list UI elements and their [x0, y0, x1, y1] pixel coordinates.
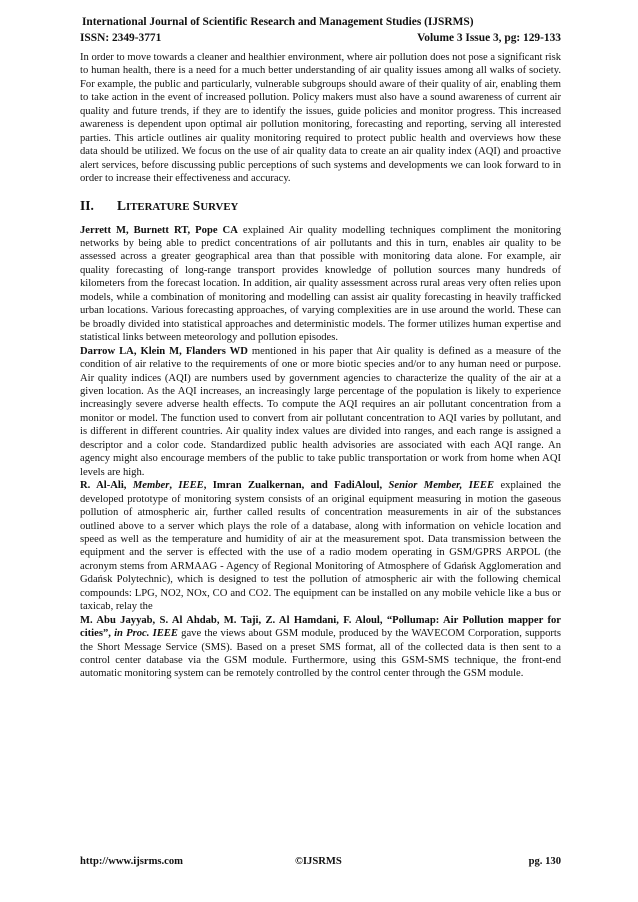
authors-4: M. Abu Jayyab, S. Al Ahdab, M. Taji, Z. Al Hamdani, F. Aloul, “Pollumap: Air Pollution mapper for cities”,: [80, 614, 561, 640]
review-text-1: explained Air quality modelling techniques compliment the monitoring networks by being able to predict concentrations of air pollutants and this in turn, enables air quality to be assessed across a greater geographical area than that possible with monitoring data alone. For example, air quality forecasting of long-range transport provides knowledge of pollution sources many hundreds of kilometers from the forecast location. In addition, air quality assessment across rural areas very often relies upon models, while a combination of monitoring and modelling can assist air quality forecasting in heavily trafficked urban locations. Various forecasting approaches, of varying complexities are in use around the world. These can be broadly divided into statistical approaches and deterministic models. The former utilizes human expertise and statistical links between meteorology and pollution episodes.: [80, 224, 561, 344]
authors-3d: IEEE: [178, 480, 204, 492]
review-paragraph-4: [80, 614, 561, 681]
review-text-2: mentioned in his paper that Air quality is defined as a measure of the condition of air relative to the requirements of one or more biotic species and/or to any human need or purpose. Air quality indices (AQI) are numbers used by government agencies to characterize the quality of the air at a given location. As the AQI increases, an increasingly large percentage of the population is likely to experience increasingly severe adverse health effects. To compute the AQI requires an air pollutant concentration from a monitor or model. The function used to convert from air pollutant concentration to AQI varies by pollutant, and is different in different countries. Air quality index values are divided into ranges, and each range is assigned a descriptor and a color code. Standardized public health advisories are associated with each AQI range. An agency might also encourage members of the public to take public transportation or work from home when AQI levels are high.: [80, 345, 561, 478]
footer-page-number: pg. 130: [528, 856, 561, 867]
review-text-3: explained the developed prototype of monitoring system consists of an original equipment measuring in motion the gaseous pollution of atmospheric air, further called results of concentration measurements in air of the substances outlined above to a server which plays the role of a database, along with information on vehicle location and speed as well as the temperature and humidity of air at the measurement spot. Data transmission between the equipment and the server is effected with the use of a radio modem operating in GSM/GPRS ARPOL (the acronym stems from ARMAAG - Agency of Regional Monitoring of Atmosphere of Gdańsk Agglomeration and Gdańsk Polytechnic), which is designed to test the pollution of atmospheric air with the following chemical compounds: LPG, NO2, NOx, CO and CO2. The equipment can be installed on any mobile vehicle like a bus or taxicab, relay the: [80, 480, 561, 613]
authors-3f: Senior Member, IEEE: [388, 480, 495, 492]
issn: ISSN: 2349-3771: [80, 32, 162, 44]
review-text-4: gave the views about GSM module, produced by the WAVECOM Corporation, supports the Short Message Service (SMS). Based on a preset SMS format, all of the collected data is then sent to a control center database via the GSM module. Furthermore, using this GSM-SMS technique, the front-end automatic monitoring system can be remotely controlled by the control center through the GSM module.: [80, 628, 561, 680]
section-title-part-1: ITERATURE: [126, 200, 190, 213]
section-number: II.: [80, 197, 94, 213]
authors-3b: Member: [132, 480, 170, 492]
section-title-initial-s: S: [192, 197, 201, 213]
volume-info: Volume 3 Issue 3, pg: 129-133: [417, 32, 561, 44]
section-title-part-2: URVEY: [200, 200, 239, 213]
journal-title: International Journal of Scientific Research and Management Studies (IJSRMS): [82, 16, 474, 28]
footer-copyright: ©IJSRMS: [295, 856, 342, 867]
authors-3e: , Imran Zualkernan, and FadiAloul,: [203, 480, 389, 492]
authors-1: Jerrett M, Burnett RT, Pope CA: [80, 224, 238, 236]
review-paragraph-1: [80, 224, 561, 345]
intro-paragraph: In order to move towards a cleaner and healthier environment, where air pollution does not pose a significant risk to human health, there is a need for a much better understanding of air quality issues among all walks of society. For example, the public and particularly, vulnerable subgroups should aware of their quality of air, enabling them to take action in the event of increased pollution. Policy makers must also have a sound awareness of current air quality and future trends, if they are to identify the issues, guide policies and monitor progress. This increased awareness is dependent upon optimal air pollution monitoring, forecasting and reporting, serving all interested parties. This article outlines air quality monitoring required to protect public health and overviews how these data should be utilized. We focus on the use of air quality data to create an air quality index (AQI) and proactive alert services, before discussing public perceptions of such systems and developments we can look forward to in order to increase their effectiveness and accuracy.: [80, 52, 561, 185]
section-heading: [80, 197, 561, 216]
authors-2: Darrow LA, Klein M, Flanders WD: [80, 345, 248, 357]
review-paragraph-2: [80, 345, 561, 480]
footer-url: http://www.ijsrms.com: [80, 856, 183, 867]
in-proc-label: in Proc. IEEE: [114, 628, 178, 640]
authors-3a: R. Al-Ali,: [80, 480, 133, 492]
article-body: [80, 51, 561, 681]
section-title-initial-l: L: [117, 197, 127, 213]
review-paragraph-3: [80, 479, 561, 614]
authors-3c: ,: [169, 480, 179, 492]
